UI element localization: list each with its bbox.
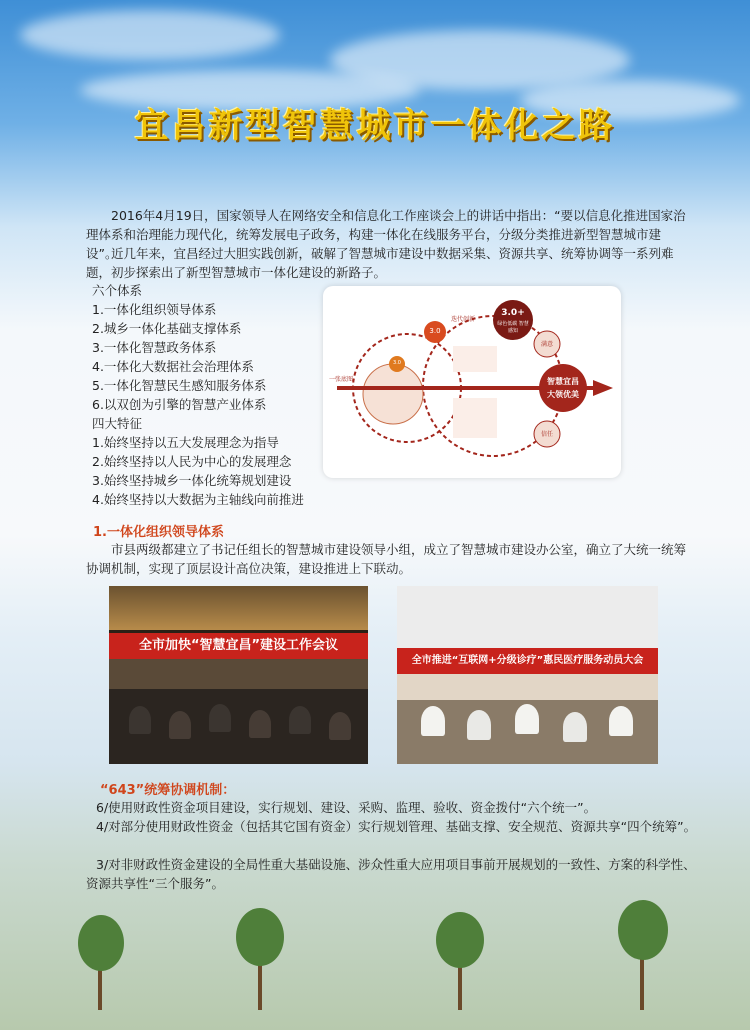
stage: [397, 674, 658, 700]
list-item: 3.一体化智慧政务体系: [92, 340, 217, 355]
diagram-goal-circle: [539, 364, 587, 412]
meeting-photo-left: [109, 586, 368, 764]
mechanism-heading: “643”统筹协调机制：: [100, 783, 236, 798]
audience-member: [209, 704, 231, 732]
audience-member: [421, 706, 445, 736]
systems-heading: 六个体系: [92, 283, 143, 298]
version-label: 3.0: [393, 360, 401, 366]
goal-label: 智慧宜昌: [547, 377, 579, 386]
diagram-left-label: 一张底图: [329, 376, 354, 383]
section-text: 市县两级都建立了书记任组长的智慧城市建设领导小组，成立了智慧城市建设办公室，确立了大统一统筹协调机制，实现了顶层设计高位决策，建设推进上下联动。: [86, 542, 687, 576]
mechanism-item: 3/对非财政性资金建设的全局性重大基础设施、涉众性重大应用项目事前开展规划的一致性、方案的科学性、资源共享性“三个服务”。: [86, 857, 696, 891]
diagram-mid-label: 迭代创新: [451, 316, 476, 323]
meeting-banner: 全市推进“互联网+分级诊疗”惠民医疗服务动员大会: [397, 648, 658, 674]
audience-member: [467, 710, 491, 740]
mechanism-item: 6/使用财政性资金项目建设，实行规划、建设、采购、监理、验收、资金拨付“六个统一”。: [96, 800, 597, 815]
features-heading: 四大特征: [92, 416, 143, 431]
wall: [397, 586, 658, 648]
meeting-photo-right: [397, 586, 658, 764]
diagram-arrowhead: [593, 380, 613, 396]
version-label: 3.0: [429, 327, 441, 335]
audience-member: [609, 706, 633, 736]
meeting-banner: 全市加快“智慧宜昌”建设工作会议: [109, 633, 368, 659]
tree: [436, 912, 484, 968]
stage: [109, 659, 368, 689]
intro-paragraph-2: 近几年来，宜昌经过大胆实践创新，破解了智慧城市建设中数据采集、资源共享、统筹协调等一系列难题，初步探索出了新型智慧城市一体化建设的新路子。: [86, 246, 674, 280]
audience-member: [289, 706, 311, 734]
systems-and-features-list: [86, 281, 316, 509]
diagram-text-block: [453, 346, 497, 372]
list-item: 5.一体化智慧民生感知服务体系: [92, 378, 267, 393]
list-item: 1.一体化组织领导体系: [92, 302, 217, 317]
cloud: [20, 10, 280, 60]
version-label: 3.0+: [501, 308, 525, 318]
list-item: 1.始终坚持以五大发展理念为指导: [92, 435, 279, 450]
diagram-inner-circle: [363, 364, 423, 424]
audience-member: [515, 704, 539, 734]
diagram-text-block: [453, 398, 497, 438]
diagram-tag: 满意: [540, 341, 553, 348]
ceiling-lights: [109, 586, 368, 630]
audience-member: [169, 711, 191, 739]
page-title: 宜昌新型智慧城市一体化之路: [134, 106, 616, 146]
development-diagram: [323, 286, 621, 478]
list-item: 2.始终坚持以人民为中心的发展理念: [92, 454, 292, 469]
version-subtitle: 绿色低碳 智慧感知: [497, 321, 529, 334]
audience-member: [249, 710, 271, 738]
goal-subtitle: 大领优美: [547, 390, 579, 399]
intro-paragraph-1: 2016年4月19日，国家领导人在网络安全和信息化工作座谈会上的讲话中指出：“要以信息化推进国家治理体系和治理能力现代化，统筹发展电子政务，构建一体化在线服务平台，分级分类推进新型智慧城市建设”。: [86, 208, 686, 261]
audience-member: [329, 712, 351, 740]
audience-member: [129, 706, 151, 734]
list-item: 6.以双创为引擎的智慧产业体系: [92, 397, 267, 412]
list-item: 4.一体化大数据社会治理体系: [92, 359, 254, 374]
audience-member: [563, 712, 587, 742]
list-item: 3.始终坚持城乡一体化统筹规划建设: [92, 473, 292, 488]
list-item: 4.始终坚持以大数据为主轴线向前推进: [92, 492, 304, 507]
diagram-tag: 信任: [540, 431, 553, 438]
section-heading: 1.一体化组织领导体系: [93, 525, 224, 540]
tree: [236, 908, 284, 966]
tree: [618, 900, 668, 960]
list-item: 2.城乡一体化基础支撑体系: [92, 321, 242, 336]
mechanism-item: 4/对部分使用财政性资金（包括其它国有资金）实行规划管理、基础支撑、安全规范、资源共享“四个统筹”。: [96, 819, 697, 834]
tree: [78, 915, 124, 971]
